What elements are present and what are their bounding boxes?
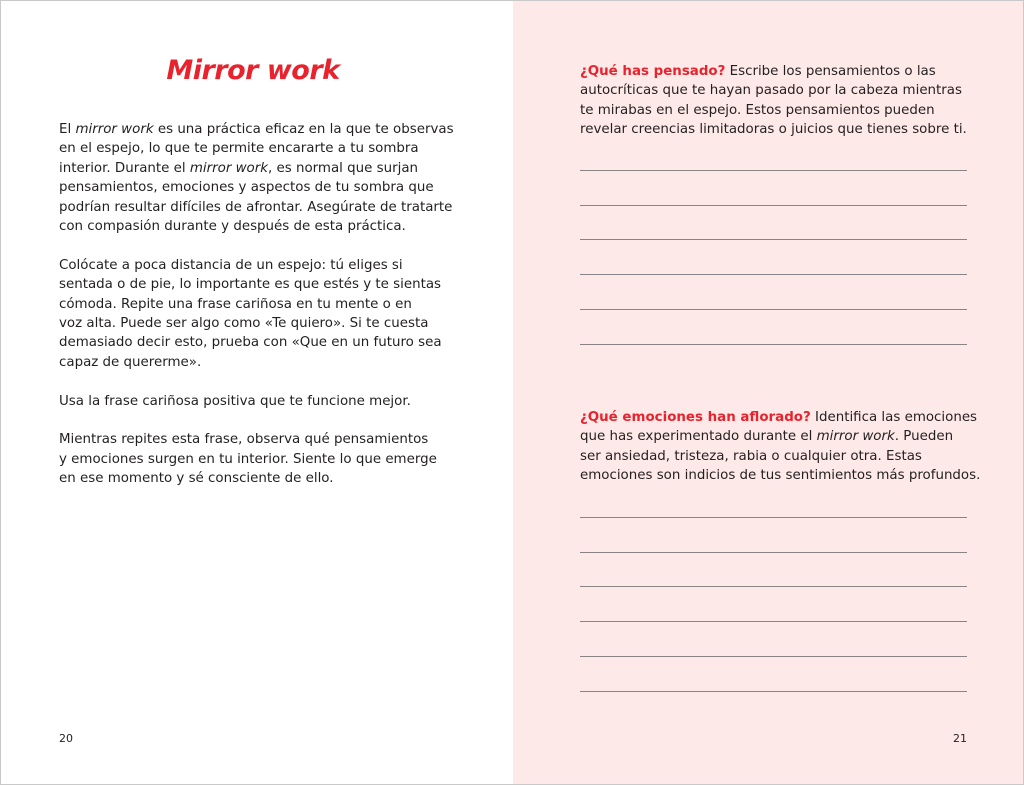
prompt-emotions — [580, 408, 980, 486]
emphasis-mirror-work: mirror work — [189, 160, 268, 176]
text-line: podrían resultar difíciles de afrontar. Asegúrate de tratarte — [59, 199, 453, 215]
prompt-heading: ¿Qué emociones han aflorado? — [580, 410, 811, 425]
paragraph-observe — [59, 430, 459, 488]
text-line: cómoda. Repite una frase cariñosa en tu mente o en — [59, 296, 412, 312]
page-title: Mirror work — [166, 55, 340, 86]
text-line: Usa la frase cariñosa positiva que te funcione mejor. — [59, 393, 411, 409]
left-page — [1, 1, 513, 784]
text-line: autocríticas que te hayan pasado por la cabeza mientras — [580, 83, 962, 99]
text-line: en ese momento y sé consciente de ello. — [59, 471, 334, 487]
text-line: demasiado decir esto, prueba con «Que en un futuro sea — [59, 335, 442, 351]
emphasis-mirror-work: mirror work — [75, 122, 154, 137]
writing-line[interactable] — [580, 170, 967, 171]
writing-line[interactable] — [580, 552, 967, 553]
text-line: capaz de quererme». — [59, 354, 202, 370]
writing-line[interactable] — [580, 239, 967, 240]
right-page — [513, 1, 1023, 784]
paragraph-tip — [59, 392, 459, 411]
text-line: sentada o de pie, lo importante es que estés y te sientas — [59, 277, 442, 293]
body-text — [59, 120, 459, 508]
writing-line[interactable] — [580, 344, 967, 345]
text-line: El mirror work es una práctica eficaz en la que te observas — [59, 122, 454, 137]
writing-line[interactable] — [580, 309, 967, 310]
text-line: en el espejo, lo que te permite encararte a tu sombra — [59, 141, 419, 157]
text-line: que has experimentado durante el mirror work. Pueden — [580, 429, 954, 445]
writing-line[interactable] — [580, 274, 967, 275]
text-line: ¿Qué emociones han aflorado? Identifica las emociones — [580, 410, 978, 425]
paragraph-instructions — [59, 256, 459, 372]
text-line: ¿Qué has pensado? Escribe los pensamientos o las — [580, 64, 936, 79]
writing-line[interactable] — [580, 656, 967, 657]
text-line: Colócate a poca distancia de un espejo: tú eliges si — [59, 257, 403, 273]
text-line: ser ansiedad, tristeza, rabia o cualquier otra. Estas — [580, 448, 922, 464]
writing-line[interactable] — [580, 517, 967, 518]
text-line: te mirabas en el espejo. Estos pensamientos pueden — [580, 102, 935, 118]
writing-line[interactable] — [580, 621, 967, 622]
text-line: con compasión durante y después de esta práctica. — [59, 219, 406, 235]
text-line: voz alta. Puede ser algo como «Te quiero». Si te cuesta — [59, 316, 429, 332]
text-line: interior. Durante el mirror work, es normal que surjan — [59, 160, 419, 176]
text-line: Mientras repites esta frase, observa qué pensamientos — [59, 432, 429, 448]
page-number-left: 20 — [59, 732, 73, 745]
writing-line[interactable] — [580, 691, 967, 692]
prompt-thoughts — [580, 62, 980, 140]
writing-line[interactable] — [580, 205, 967, 206]
text-line: emociones son indicios de tus sentimientos más profundos. — [580, 468, 981, 484]
text-line: y emociones surgen en tu interior. Siente lo que emerge — [59, 451, 437, 467]
writing-line[interactable] — [580, 586, 967, 587]
page-number-right: 21 — [953, 732, 967, 745]
text-line: revelar creencias limitadoras o juicios que tienes sobre ti. — [580, 122, 967, 138]
text-line: pensamientos, emociones y aspectos de tu sombra que — [59, 180, 434, 196]
emphasis-mirror-work: mirror work — [816, 429, 895, 445]
paragraph-intro — [59, 120, 459, 236]
prompt-heading: ¿Qué has pensado? — [580, 64, 726, 79]
